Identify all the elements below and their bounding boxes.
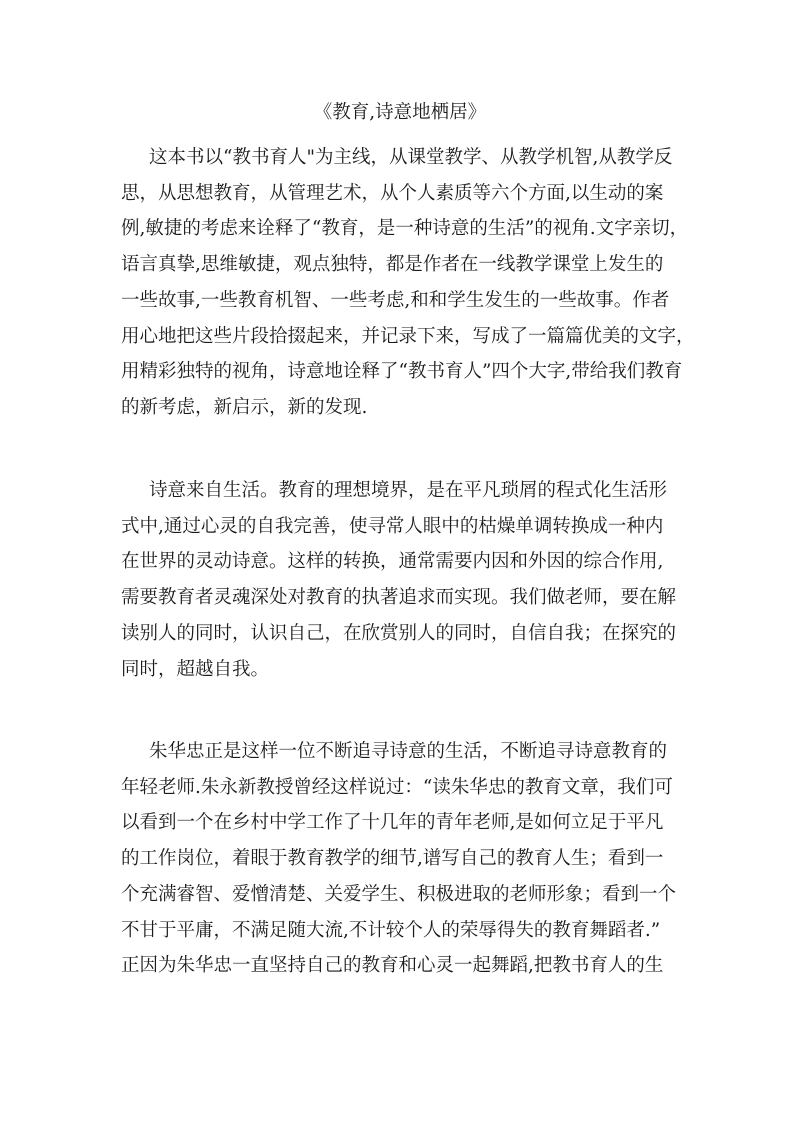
paragraph-2 [121, 473, 686, 687]
text-line: 不甘于平庸，不满足随大流,不计较个人的荣辱得失的教育舞蹈者.” [121, 919, 661, 941]
text-line: 一些故事,一些教育机智、一些考虑,和和学生发生的一些故事。作者 [121, 289, 670, 311]
text-line: 朱华忠正是这样一位不断追寻诗意的生活，不断追寻诗意教育的 [149, 741, 668, 762]
text-line: 的工作岗位，着眼于教育教学的细节,谱写自己的教育人生；看到一 [121, 848, 664, 870]
text-line: 的新考虑，新启示，新的发现. [121, 396, 368, 418]
paragraph-3 [121, 734, 686, 984]
text-line: 个充满睿智、爱憎清楚、关爱学生、积极进取的老师形象；看到一个 [121, 883, 677, 905]
text-line: 用心地把这些片段拾掇起来，并记录下来，写成了一篇篇优美的文字， [121, 325, 695, 347]
text-line: 需要教育者灵魂深处对教育的执著追求而实现。我们做老师，要在解 [121, 587, 677, 609]
text-line: 例,敏捷的考虑来诠释了“教育，是一种诗意的生活”的视角.文字亲切， [121, 218, 689, 240]
text-line: 正因为朱华忠一直坚持自己的教育和心灵一起舞蹈,把教书育人的生 [121, 955, 664, 977]
text-line: 年轻老师.朱永新教授曾经这样说过：“读朱华忠的教育文章，我们可 [121, 776, 673, 798]
text-line: 诗意来自生活。教育的理想境界，是在平凡琐屑的程式化生活形 [149, 480, 668, 501]
text-line: 思，从思想教育，从管理艺术，从个人素质等六个方面,以生动的案 [121, 182, 664, 204]
text-line: 语言真挚,思维敏捷，观点独特，都是作者在一线教学课堂上发生的 [121, 254, 664, 276]
text-line: 以看到一个在乡村中学工作了十几年的青年老师,是如何立足于平凡 [121, 812, 664, 834]
text-line: 用精彩独特的视角，诗意地诠释了“教书育人”四个大字,带给我们教育 [121, 361, 683, 383]
text-line: 读别人的同时，认识自己，在欣赏别人的同时，自信自我；在探究的 [121, 622, 677, 644]
document-title: 《教育,诗意地栖居》 [313, 102, 487, 123]
text-line: 这本书以“教书育人"为主线，从课堂教学、从教学机智,从教学反 [149, 147, 673, 168]
paragraph-1 [121, 140, 695, 426]
text-line: 在世界的灵动诗意。这样的转换，通常需要内因和外因的综合作用, [121, 551, 664, 573]
text-line: 式中,通过心灵的自我完善，使寻常人眼中的枯燥单调转换成一种内 [121, 515, 664, 537]
text-line: 同时，超越自我。 [121, 658, 270, 680]
